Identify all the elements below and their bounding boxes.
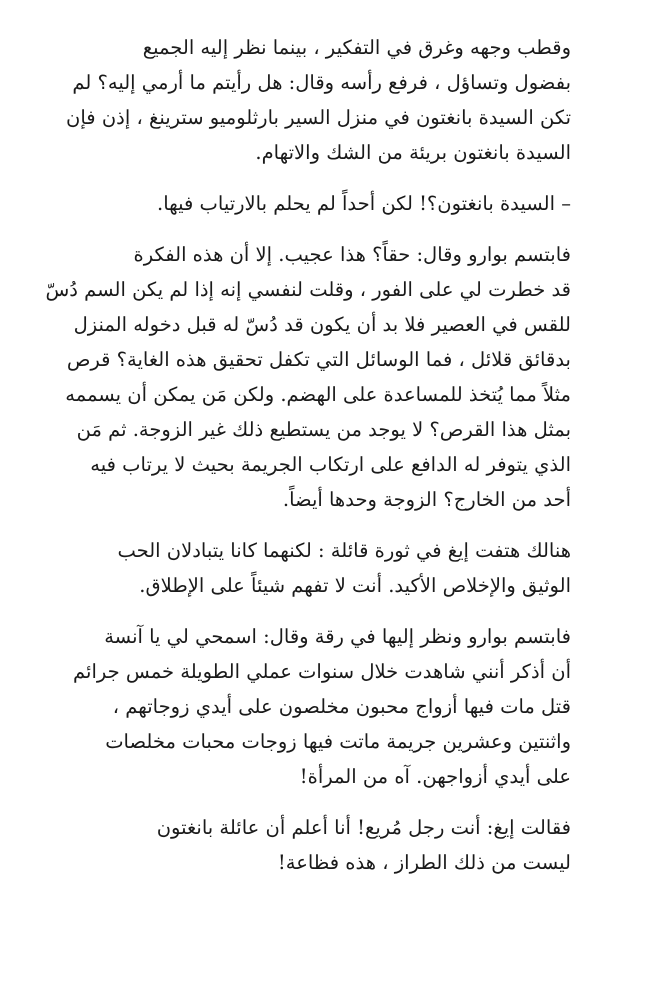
text-line: الوثيق والإخلاص الأكيد. أنت لا تفهم شيئاً على الإطلاق. [139, 574, 571, 597]
text-line: قد خطرت لي على الفور ، وقلت لنفسي إنه إذا لم يكن السم دُسّ [45, 278, 571, 301]
text-line: بدقائق قلائل ، فما الوسائل التي تكفل تحقيق هذه الغاية؟ قرص [66, 348, 571, 371]
text-line: الذي يتوفر له الدافع على ارتكاب الجريمة بحيث لا يرتاب فيه [90, 453, 571, 476]
text-line: مثلاً مما يُتخذ للمساعدة على الهضم. ولكن مَن يمكن أن يسممه [65, 383, 571, 406]
paragraph-4 [72, 533, 593, 603]
text-line: فابتسم بوارو ونظر إليها في رقة وقال: اسمحي لي يا آنسة [104, 625, 571, 648]
paragraph-5 [72, 619, 593, 794]
text-line: – السيدة بانغتون؟! لكن أحداً لم يحلم بالارتياب فيها. [157, 192, 571, 215]
text-line: فابتسم بوارو وقال: حقاً؟ هذا عجيب. إلا أن هذه الفكرة [133, 243, 571, 266]
text-line: أحد من الخارج؟ الزوجة وحدها أيضاً. [282, 488, 571, 511]
text-line: بفضول وتساؤل ، فرفع رأسه وقال: هل رأيتم ما أرمي إليه؟ لم [72, 71, 571, 94]
text-line: أن أذكر أنني شاهدت خلال سنوات عملي الطويلة خمس جرائم [73, 660, 571, 683]
text-line: بمثل هذا القرص؟ لا يوجد من يستطيع ذلك غير الزوجة. ثم مَن [76, 418, 571, 441]
text-line: هنالك هتفت إيغ في ثورة قائلة : لكنهما كانا يتبادلان الحب [117, 539, 571, 562]
text-line: قتل مات فيها أزواج محبون مخلصون على أيدي زوجاتهم ، [112, 695, 571, 718]
text-line: فقالت إيغ: أنت رجل مُريع! أنا أعلم أن عائلة بانغتون [156, 816, 571, 839]
book-page [45, 30, 593, 896]
paragraph-3 [45, 237, 593, 517]
text-line: واثنتين وعشرين جريمة ماتت فيها زوجات محبات مخلصات [105, 730, 571, 753]
paragraph-6 [72, 810, 593, 880]
text-line: على أيدي أزواجهن. آه من المرأة! [299, 765, 571, 788]
paragraph-2 [72, 186, 593, 221]
text-line: للقس في العصير فلا بد أن يكون قد دُسّ له قبل دخوله المنزل [73, 313, 571, 336]
text-line: السيدة بانغتون بريئة من الشك والاتهام. [255, 141, 571, 164]
paragraph-1 [66, 30, 593, 170]
text-line: تكن السيدة بانغتون في منزل السير بارثلوميو سترينغ ، إذن فإن [66, 106, 571, 129]
text-line: وقطب وجهه وغرق في التفكير ، بينما نظر إليه الجميع [142, 36, 571, 59]
text-line: ليست من ذلك الطراز ، هذه فظاعة! [277, 851, 571, 874]
